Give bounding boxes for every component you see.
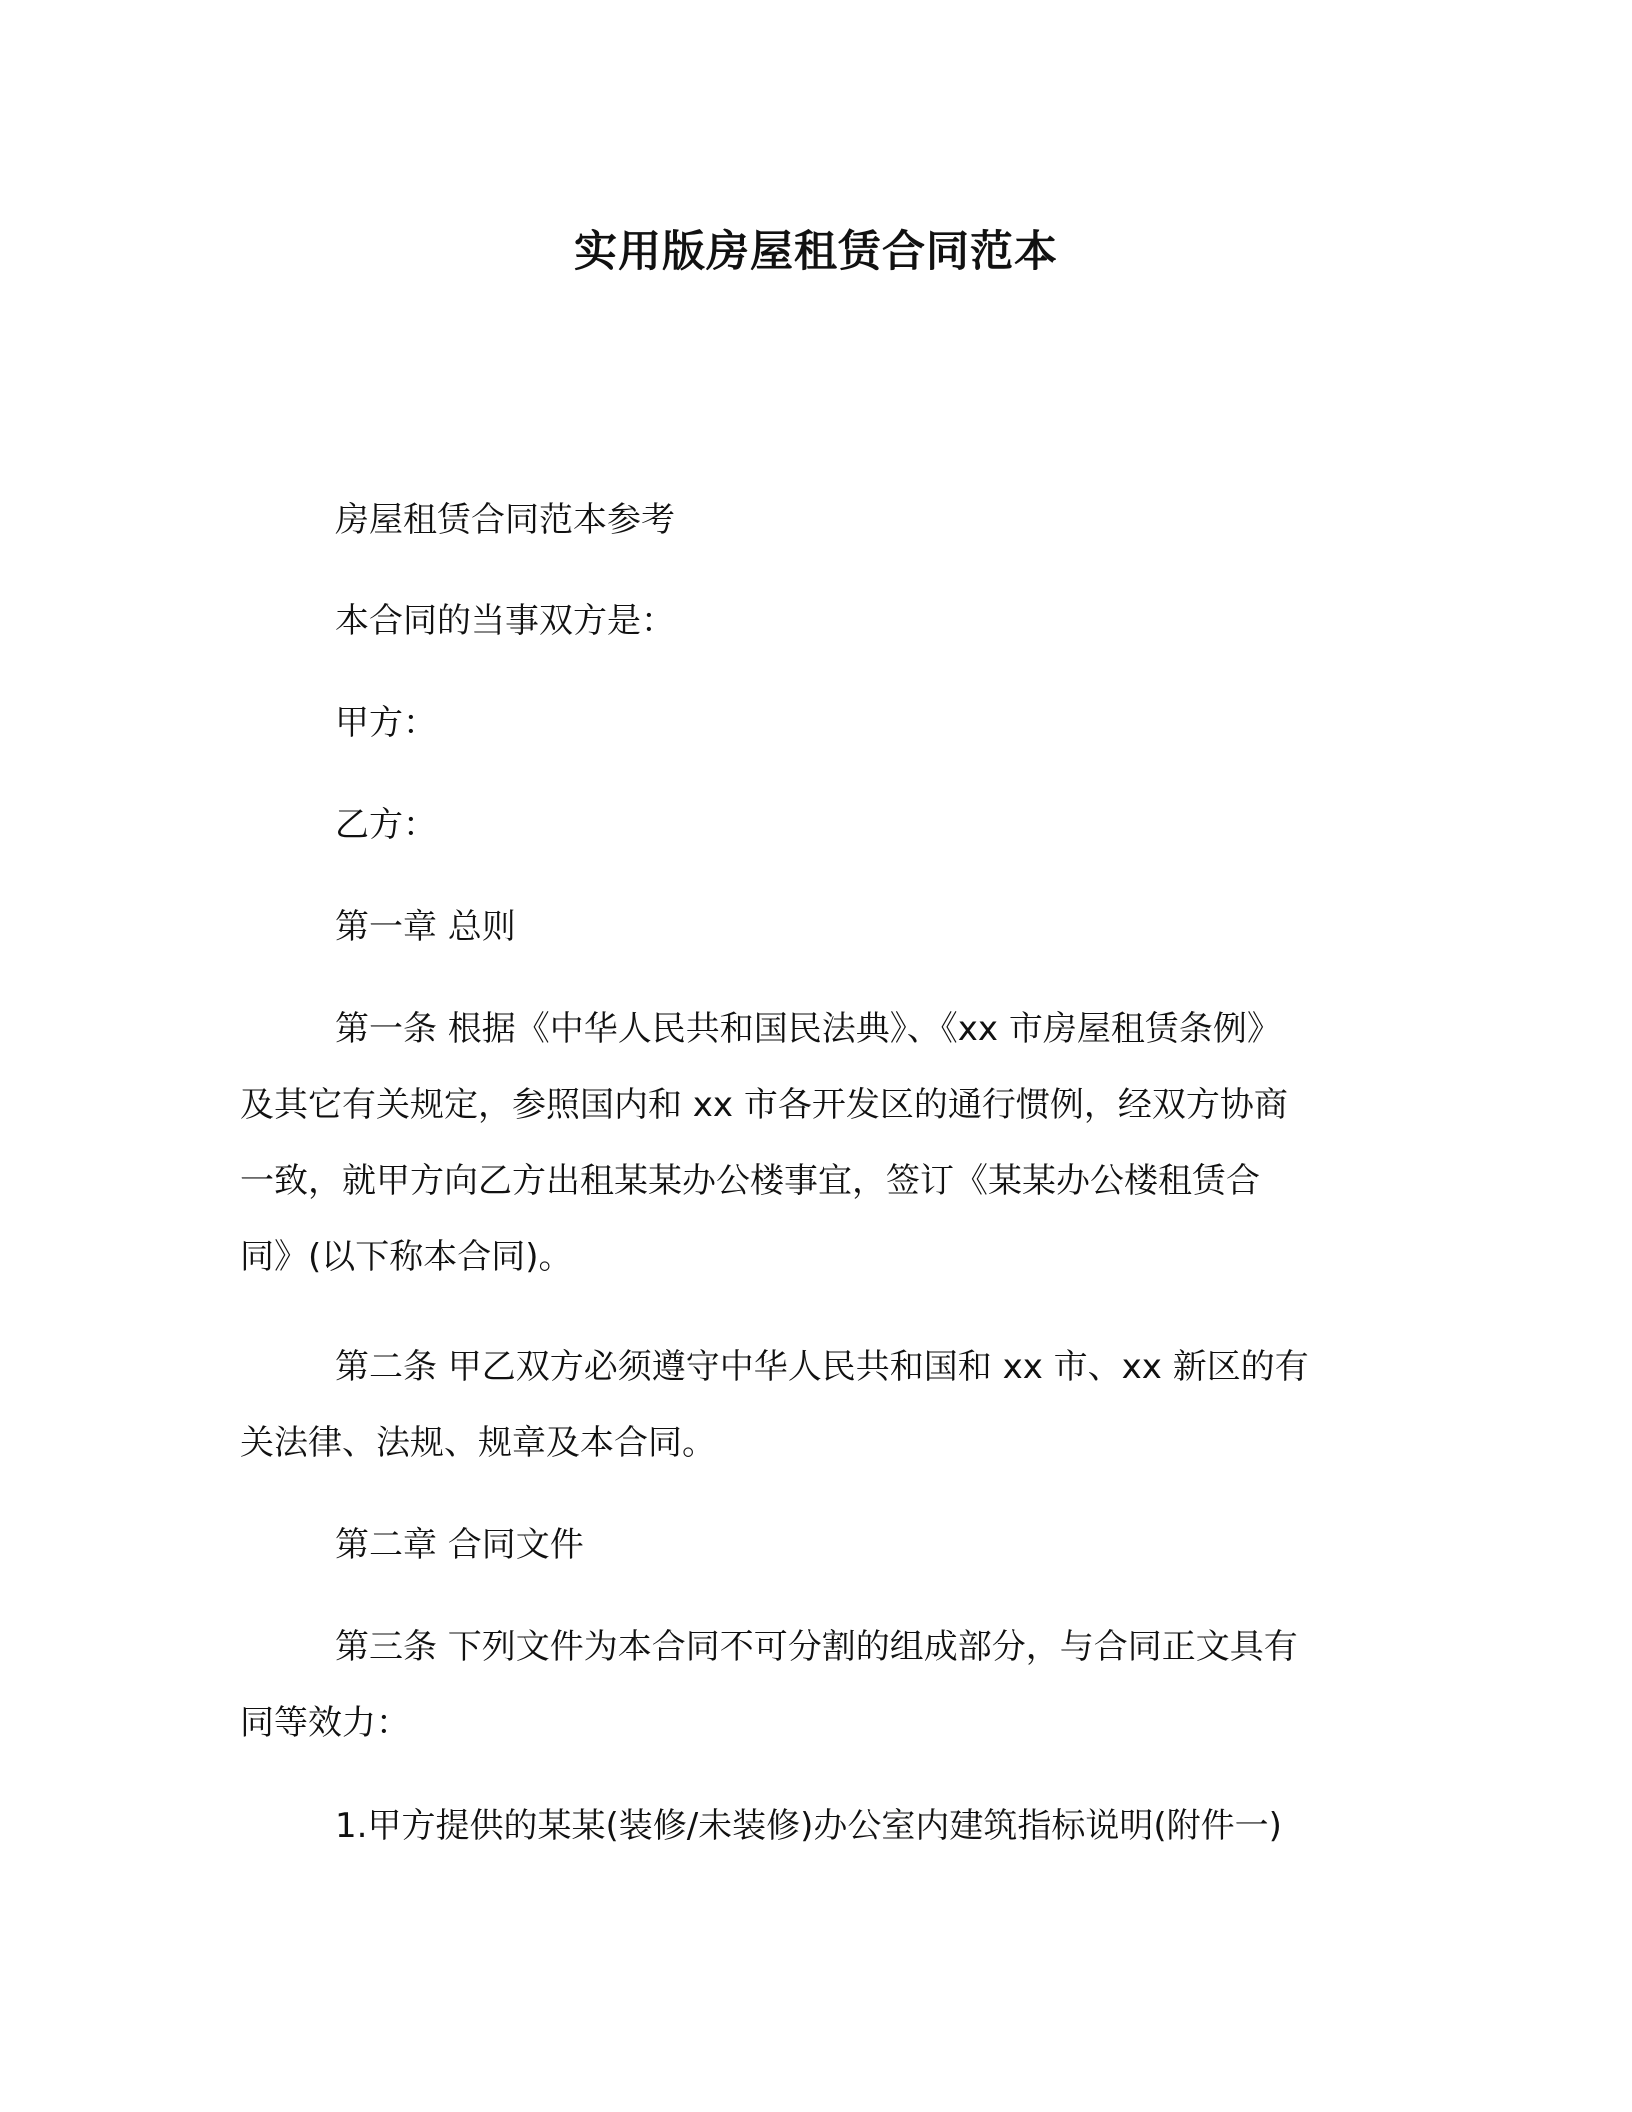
paragraph-party-b: [240, 787, 1390, 863]
paragraph-chapter-two: [240, 1507, 1390, 1583]
paragraph-line: 第二章 合同文件: [335, 1525, 584, 1565]
paragraph-line: 本合同的当事双方是：: [335, 601, 675, 641]
paragraph-item-one: [240, 1788, 1390, 1864]
paragraph-party-a: [240, 685, 1390, 761]
paragraph-parties-intro: [240, 583, 1390, 659]
paragraph-line: 一致，就甲方向乙方出租某某办公楼事宜，签订《某某办公楼租赁合: [240, 1161, 1260, 1201]
paragraph-chapter-one: [240, 889, 1390, 965]
paragraph-line: 第三条 下列文件为本合同不可分割的组成部分，与合同正文具有: [335, 1627, 1298, 1667]
document-title: 实用版房屋租赁合同范本: [574, 227, 1058, 277]
paragraph-line: 第一条 根据《中华人民共和国民法典》、《xx 市房屋租赁条例》: [335, 1009, 1281, 1049]
paragraph-line: 乙方：: [335, 805, 437, 845]
paragraph-line: 同》(以下称本合同)。: [240, 1237, 573, 1277]
paragraph-article-three: [240, 1609, 1390, 1761]
paragraph-line: 1.甲方提供的某某(装修/未装修)办公室内建筑指标说明(附件一): [335, 1806, 1282, 1846]
paragraph-line: 第一章 总则: [335, 907, 516, 947]
paragraph-line: 房屋租赁合同范本参考: [335, 500, 675, 540]
paragraph-article-two: [240, 1329, 1390, 1481]
paragraph-line: 及其它有关规定，参照国内和 xx 市各开发区的通行惯例，经双方协商: [240, 1085, 1288, 1125]
paragraph-line: 第二条 甲乙双方必须遵守中华人民共和国和 xx 市、xx 新区的有: [335, 1347, 1309, 1387]
paragraph-line: 甲方：: [335, 703, 437, 743]
paragraph-line: 同等效力：: [240, 1703, 410, 1743]
paragraph-article-one: [240, 991, 1390, 1295]
paragraph-line: 关法律、法规、规章及本合同。: [240, 1423, 716, 1463]
paragraph-reference-heading: [240, 482, 1390, 558]
